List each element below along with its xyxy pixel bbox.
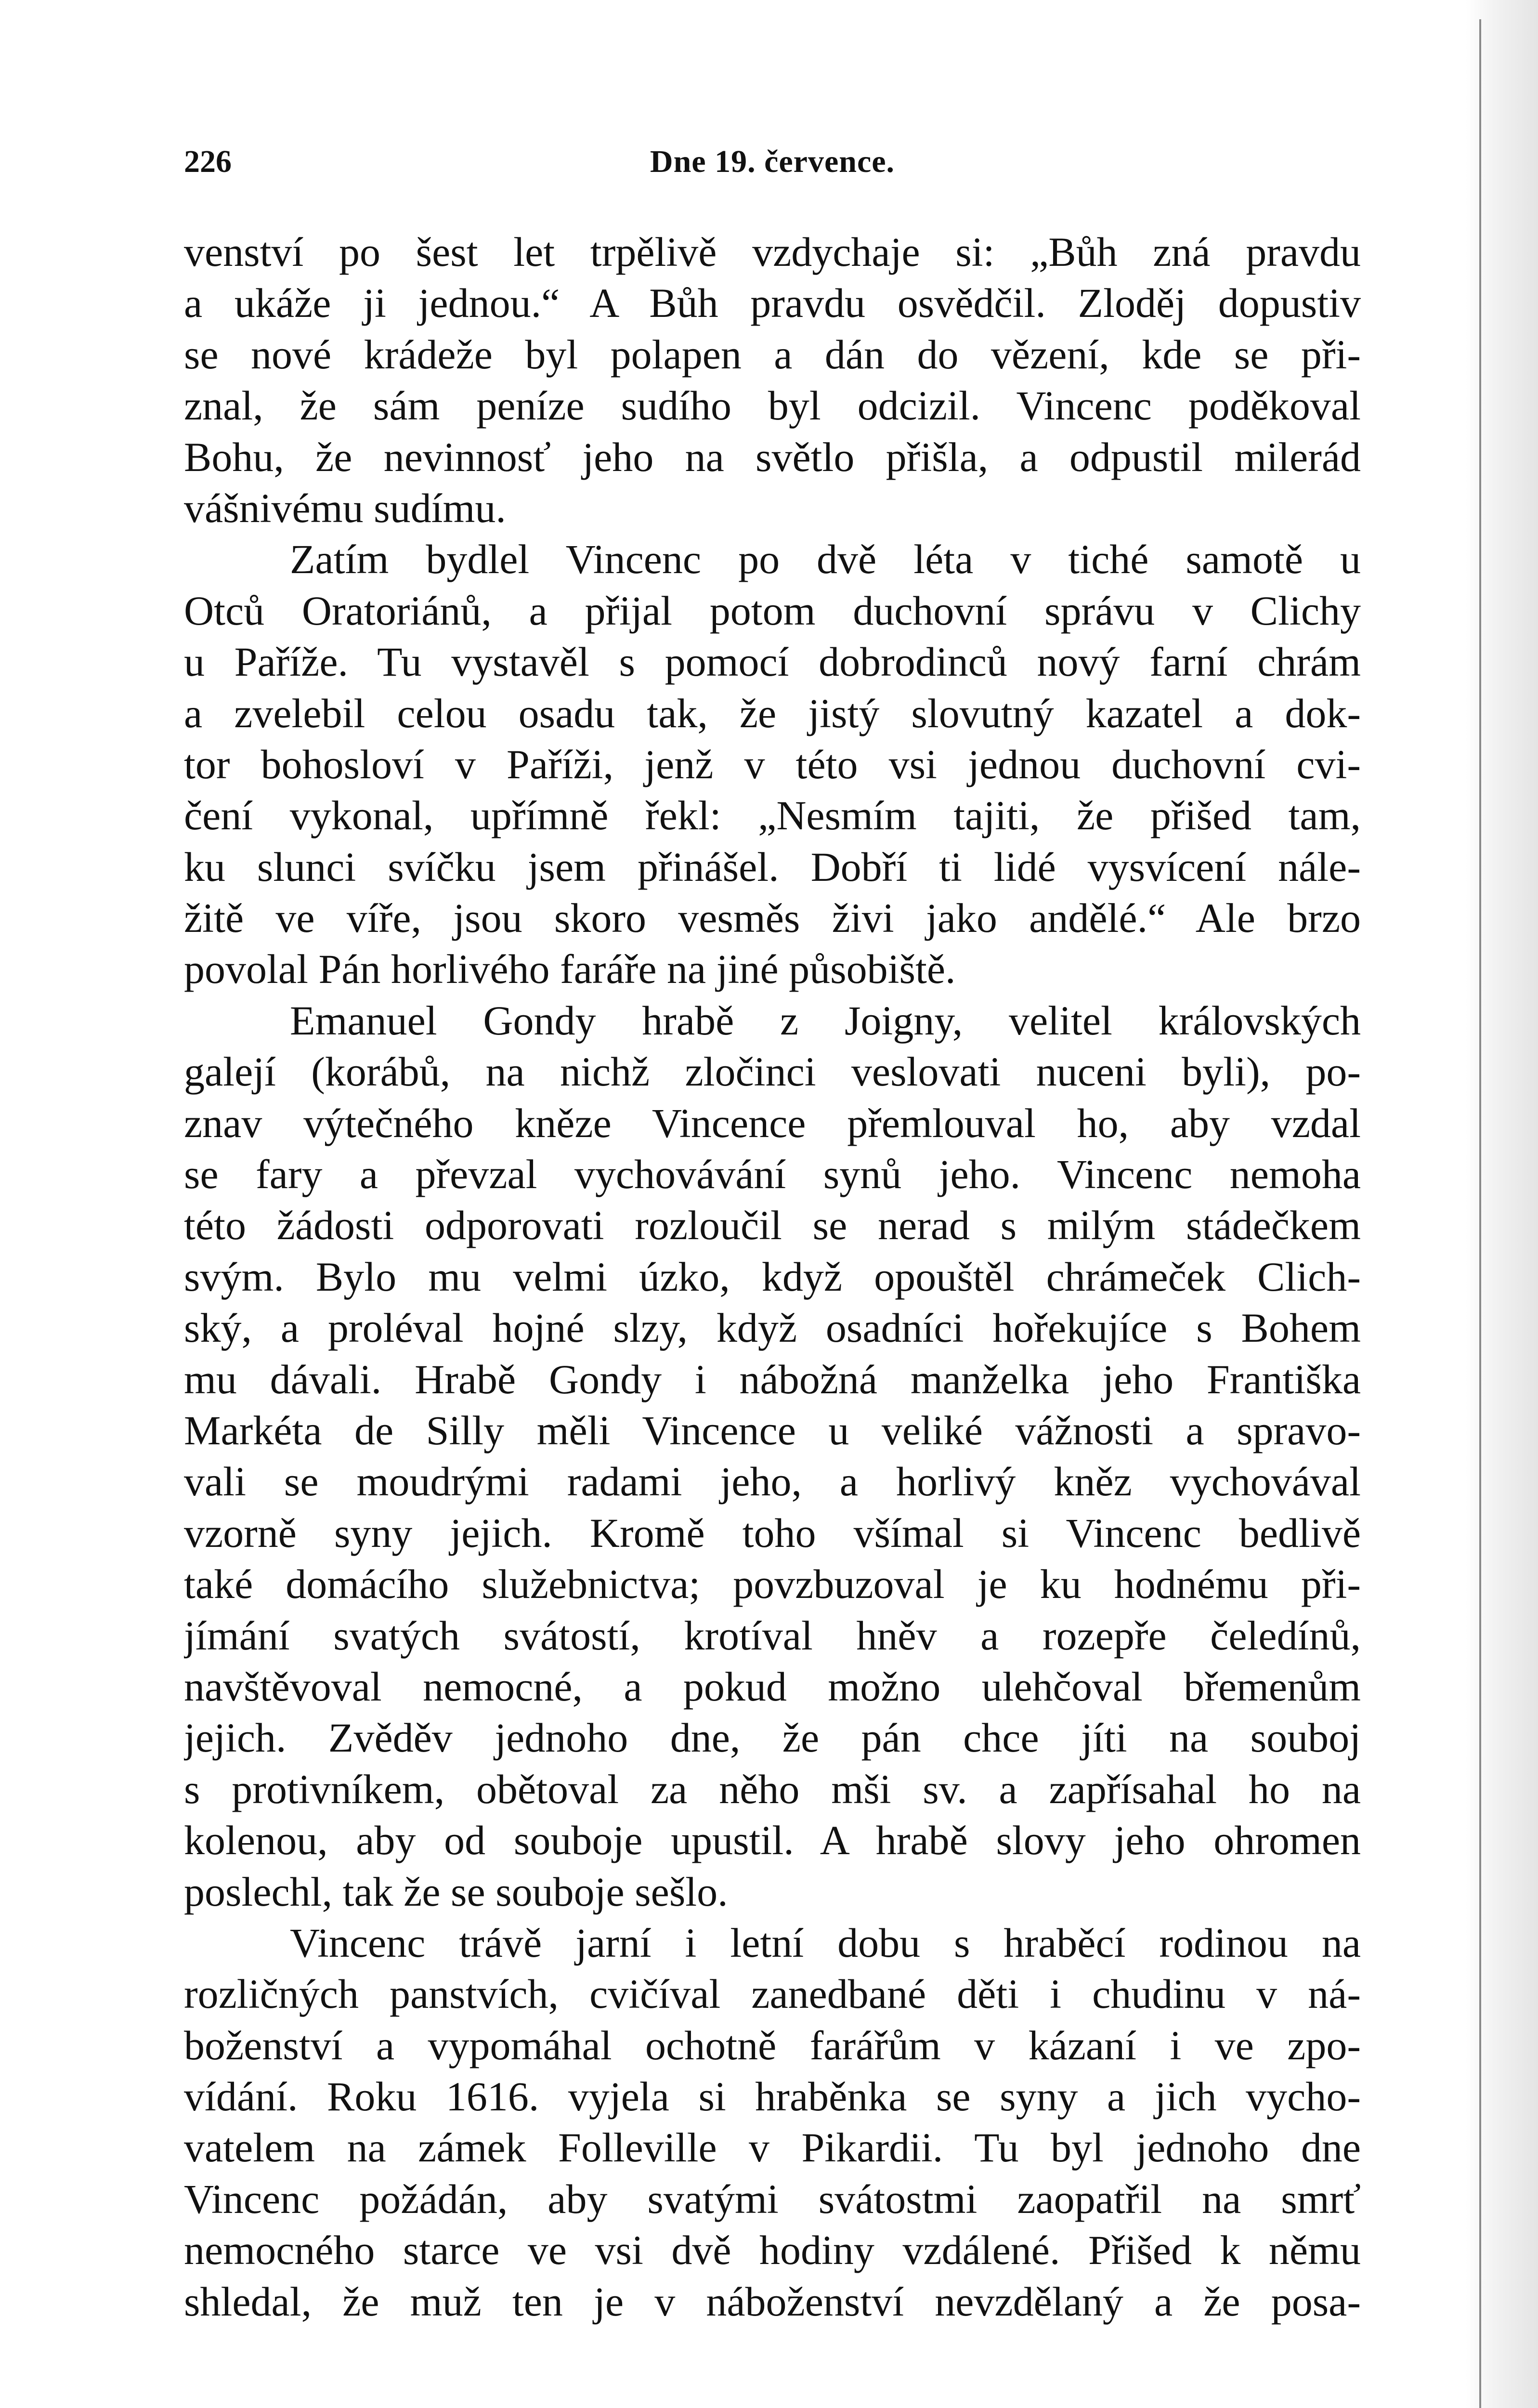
- text-line: povolal Pán horlivého faráře na jiné působiště.: [184, 946, 956, 993]
- text-line: znal, že sám peníze sudího byl odcizil. Vincenc poděkoval: [184, 382, 1361, 429]
- text-line: jímání svatých svátostí, krotíval hněv a rozepře čeledínů,: [184, 1612, 1361, 1659]
- text-line: ku slunci svíčku jsem přinášel. Dobří ti lidé vysvícení nále-: [184, 843, 1361, 890]
- text-line: žitě ve víře, jsou skoro vesměs živi jako andělé.“ Ale brzo: [184, 895, 1361, 942]
- text-line: čení vykonal, upřímně řekl: „Nesmím tajiti, že přišed tam,: [184, 792, 1361, 839]
- text-line: shledal, že muž ten je v náboženství nevzdělaný a že posa-: [184, 2278, 1361, 2325]
- page-number: 226: [184, 144, 232, 179]
- text-line: také domácího služebnictva; povzbuzoval je ku hodnému při-: [184, 1561, 1361, 1608]
- text-line: vášnivému sudímu.: [184, 484, 506, 531]
- text-line: a zvelebil celou osadu tak, že jistý slovutný kazatel a dok-: [184, 690, 1361, 736]
- text-line: rozličných panstvích, cvičíval zanedbané děti i chudinu v ná-: [184, 1971, 1361, 2017]
- text-line: Emanuel Gondy hrabě z Joigny, velitel královských: [290, 997, 1361, 1044]
- page-edge-shadow: [1466, 0, 1538, 2408]
- text-line: jejich. Zvěděv jednoho dne, že pán chce jíti na souboj: [184, 1714, 1361, 1761]
- text-line: kolenou, aby od souboje upustil. A hrabě slovy jeho ohromen: [184, 1817, 1361, 1864]
- binding-edge-line: [1479, 19, 1481, 2408]
- text-line: znav výtečného kněze Vincence přemlouval ho, aby vzdal: [184, 1099, 1361, 1146]
- text-line: Vincenc požádán, aby svatými svátostmi zaopatřil na smrť: [184, 2175, 1361, 2222]
- text-line: nemocného starce ve vsi dvě hodiny vzdálené. Přišed k němu: [184, 2227, 1361, 2274]
- text-line: a ukáže ji jednou.“ A Bůh pravdu osvědčil. Zloděj dopustiv: [184, 280, 1361, 327]
- text-line: boženství a vypomáhal ochotně farářům v kázaní i ve zpo-: [184, 2022, 1361, 2068]
- body-text: [184, 226, 1361, 2327]
- text-line: Vincenc trávě jarní i letní dobu s hraběcí rodinou na: [290, 1919, 1361, 1966]
- text-line: s protivníkem, obětoval za něho mši sv. a zapřísahal ho na: [184, 1766, 1361, 1812]
- text-line: Zatím bydlel Vincenc po dvě léta v tiché samotě u: [290, 536, 1361, 583]
- text-line: se nové krádeže byl polapen a dán do vězení, kde se při-: [184, 331, 1361, 378]
- text-line: poslechl, tak že se souboje sešlo.: [184, 1868, 728, 1915]
- text-line: ský, a proléval hojné slzy, když osadníci hořekujíce s Bohem: [184, 1305, 1361, 1351]
- text-line: navštěvoval nemocné, a pokud možno ulehčoval břemenům: [184, 1663, 1361, 1710]
- text-line: vatelem na zámek Folleville v Pikardii. Tu byl jednoho dne: [184, 2124, 1361, 2171]
- text-line: svým. Bylo mu velmi úzko, když opouštěl chrámeček Clich-: [184, 1253, 1361, 1300]
- text-line: venství po šest let trpělivě vzdychaje si: „Bůh zná pravdu: [184, 229, 1361, 275]
- running-title: Dne 19. července.: [650, 144, 895, 179]
- text-line: Bohu, že nevinnosť jeho na světlo přišla, a odpustil milerád: [184, 433, 1361, 480]
- text-line: galejí (korábů, na nichž zločinci veslovati nuceni byli), po-: [184, 1048, 1361, 1095]
- text-line: Otců Oratoriánů, a přijal potom duchovní správu v Clichy: [184, 587, 1361, 634]
- text-line: mu dávali. Hrabě Gondy i nábožná manželka jeho Františka: [184, 1356, 1361, 1402]
- text-line: tor bohosloví v Paříži, jenž v této vsi jednou duchovní cvi-: [184, 741, 1361, 787]
- text-line: vídání. Roku 1616. vyjela si hraběnka se syny a jich vycho-: [184, 2073, 1361, 2120]
- text-line: u Paříže. Tu vystavěl s pomocí dobrodinců nový farní chrám: [184, 639, 1361, 685]
- page-header: [184, 140, 1361, 193]
- text-line: této žádosti odporovati rozloučil se nerad s milým stádečkem: [184, 1202, 1361, 1249]
- text-line: Markéta de Silly měli Vincence u veliké vážnosti a spravo-: [184, 1407, 1361, 1453]
- text-line: se fary a převzal vychovávání synů jeho. Vincenc nemoha: [184, 1151, 1361, 1198]
- text-line: vzorně syny jejich. Kromě toho všímal si Vincenc bedlivě: [184, 1509, 1361, 1556]
- text-line: vali se moudrými radami jeho, a horlivý kněz vychovával: [184, 1458, 1361, 1505]
